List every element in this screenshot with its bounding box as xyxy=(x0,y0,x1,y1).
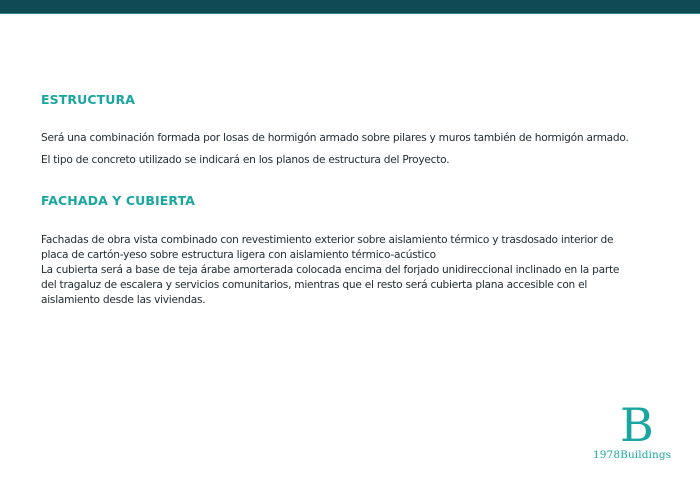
paragraph-estructura xyxy=(41,131,691,168)
paragraph-line: del tragaluz de escalera y servicios comunitarios, mientras que el resto será cubierta plana accesible con el xyxy=(41,279,588,291)
paragraph-line: La cubierta será a base de teja árabe amorterada colocada encima del forjado unidireccional inclinado en la parte xyxy=(41,264,620,276)
paragraph-fachada-cubierta xyxy=(41,233,691,308)
paragraph-line: El tipo de concreto utilizado se indicará en los planos de estructura del Proyecto. xyxy=(41,154,450,166)
paragraph-line: aislamiento desde las viviendas. xyxy=(41,294,206,306)
paragraph-line: Fachadas de obra vista combinado con revestimiento exterior sobre aislamiento térmico y trasdosado interior de xyxy=(41,234,614,246)
logo-wordmark: 1978Buildings xyxy=(593,449,672,461)
brand-logo xyxy=(590,398,682,464)
heading-fachada-cubierta: FACHADA Y CUBIERTA xyxy=(41,193,196,208)
heading-estructura: ESTRUCTURA xyxy=(41,92,135,107)
top-bar xyxy=(0,0,700,14)
logo-mark: B xyxy=(620,398,654,452)
paragraph-line: placa de cartón-yeso sobre estructura ligera con aislamiento térmico-acústico xyxy=(41,249,436,261)
paragraph-line: Será una combinación formada por losas de hormigón armado sobre pilares y muros también de hormigón armado. xyxy=(41,132,629,144)
